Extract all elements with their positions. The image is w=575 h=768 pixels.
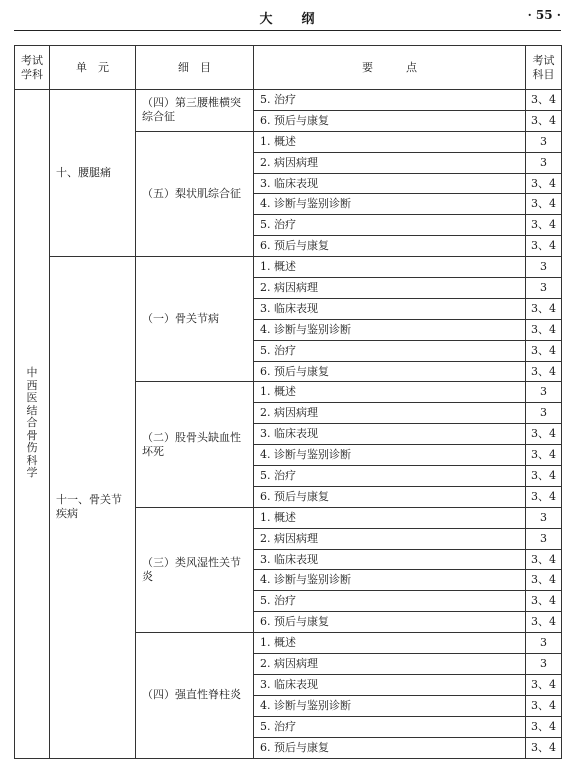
point-cell: 3. 临床表现 — [254, 549, 526, 570]
point-cell: 4. 诊断与鉴别诊断 — [254, 319, 526, 340]
point-cell: 5. 治疗 — [254, 340, 526, 361]
point-cell: 4. 诊断与鉴别诊断 — [254, 695, 526, 716]
header-rule — [14, 30, 561, 31]
exam-level-cell: 3 — [526, 528, 562, 549]
point-cell: 5. 治疗 — [254, 215, 526, 236]
exam-level-cell: 3、4 — [526, 298, 562, 319]
point-cell: 6. 预后与康复 — [254, 110, 526, 131]
exam-level-cell: 3、4 — [526, 570, 562, 591]
point-cell: 3. 临床表现 — [254, 298, 526, 319]
detail-cell: （二）股骨头缺血性坏死 — [136, 382, 254, 507]
exam-level-cell: 3、4 — [526, 319, 562, 340]
detail-cell: （一）骨关节病 — [136, 257, 254, 382]
exam-level-cell: 3、4 — [526, 486, 562, 507]
exam-level-cell: 3、4 — [526, 173, 562, 194]
point-cell: 6. 预后与康复 — [254, 612, 526, 633]
point-cell: 5. 治疗 — [254, 591, 526, 612]
column-header-exam-level: 考试科目 — [526, 46, 562, 90]
exam-level-cell: 3、4 — [526, 716, 562, 737]
exam-level-cell: 3、4 — [526, 110, 562, 131]
point-cell: 5. 治疗 — [254, 90, 526, 111]
detail-cell: （三）类风湿性关节炎 — [136, 507, 254, 632]
exam-level-cell: 3 — [526, 654, 562, 675]
exam-level-cell: 3 — [526, 278, 562, 299]
exam-level-cell: 3、4 — [526, 194, 562, 215]
point-cell: 1. 概述 — [254, 382, 526, 403]
exam-level-cell: 3、4 — [526, 236, 562, 257]
exam-level-cell: 3 — [526, 131, 562, 152]
point-cell: 4. 诊断与鉴别诊断 — [254, 570, 526, 591]
column-header-subject: 考试学科 — [15, 46, 50, 90]
point-cell: 4. 诊断与鉴别诊断 — [254, 194, 526, 215]
point-cell: 2. 病因病理 — [254, 654, 526, 675]
exam-level-cell: 3、4 — [526, 445, 562, 466]
exam-level-cell: 3 — [526, 382, 562, 403]
exam-level-cell: 3、4 — [526, 737, 562, 758]
point-cell: 6. 预后与康复 — [254, 486, 526, 507]
column-header-unit: 单 元 — [50, 46, 136, 90]
point-cell: 2. 病因病理 — [254, 152, 526, 173]
exam-level-cell: 3 — [526, 633, 562, 654]
unit-cell: 十、腰腿痛 — [50, 90, 136, 257]
exam-level-cell: 3、4 — [526, 695, 562, 716]
exam-level-cell: 3、4 — [526, 361, 562, 382]
point-cell: 4. 诊断与鉴别诊断 — [254, 445, 526, 466]
subject-label: 中西医结合骨伤科学 — [26, 366, 38, 480]
point-cell: 1. 概述 — [254, 131, 526, 152]
point-cell: 2. 病因病理 — [254, 528, 526, 549]
exam-level-cell: 3、4 — [526, 549, 562, 570]
exam-level-cell: 3、4 — [526, 424, 562, 445]
exam-level-cell: 3、4 — [526, 466, 562, 487]
exam-level-cell: 3 — [526, 403, 562, 424]
table-header-row — [15, 46, 562, 90]
exam-level-cell: 3、4 — [526, 340, 562, 361]
exam-level-cell: 3、4 — [526, 90, 562, 111]
page-number: · 55 · — [527, 8, 561, 22]
subject-cell — [15, 90, 50, 759]
exam-level-cell: 3、4 — [526, 215, 562, 236]
detail-cell: （五）梨状肌综合征 — [136, 131, 254, 256]
exam-level-cell: 3、4 — [526, 591, 562, 612]
exam-level-cell: 3 — [526, 507, 562, 528]
point-cell: 2. 病因病理 — [254, 278, 526, 299]
point-cell: 3. 临床表现 — [254, 173, 526, 194]
point-cell: 6. 预后与康复 — [254, 236, 526, 257]
point-cell: 1. 概述 — [254, 507, 526, 528]
point-cell: 5. 治疗 — [254, 466, 526, 487]
running-title: 大 纲 — [259, 12, 316, 27]
column-header-points: 要 点 — [254, 46, 526, 90]
point-cell: 1. 概述 — [254, 257, 526, 278]
syllabus-table — [14, 45, 562, 759]
exam-level-cell: 3、4 — [526, 674, 562, 695]
table-row — [15, 257, 562, 278]
exam-level-cell: 3、4 — [526, 612, 562, 633]
table-row — [15, 90, 562, 111]
point-cell: 1. 概述 — [254, 633, 526, 654]
detail-cell: （四）强直性脊柱炎 — [136, 633, 254, 758]
point-cell: 3. 临床表现 — [254, 424, 526, 445]
column-header-detail: 细 目 — [136, 46, 254, 90]
point-cell: 6. 预后与康复 — [254, 737, 526, 758]
unit-cell: 十一、骨关节疾病 — [50, 257, 136, 758]
exam-level-cell: 3 — [526, 152, 562, 173]
point-cell: 3. 临床表现 — [254, 674, 526, 695]
point-cell: 2. 病因病理 — [254, 403, 526, 424]
point-cell: 5. 治疗 — [254, 716, 526, 737]
exam-level-cell: 3 — [526, 257, 562, 278]
page-header — [14, 0, 561, 36]
point-cell: 6. 预后与康复 — [254, 361, 526, 382]
detail-cell: （四）第三腰椎横突综合征 — [136, 90, 254, 132]
